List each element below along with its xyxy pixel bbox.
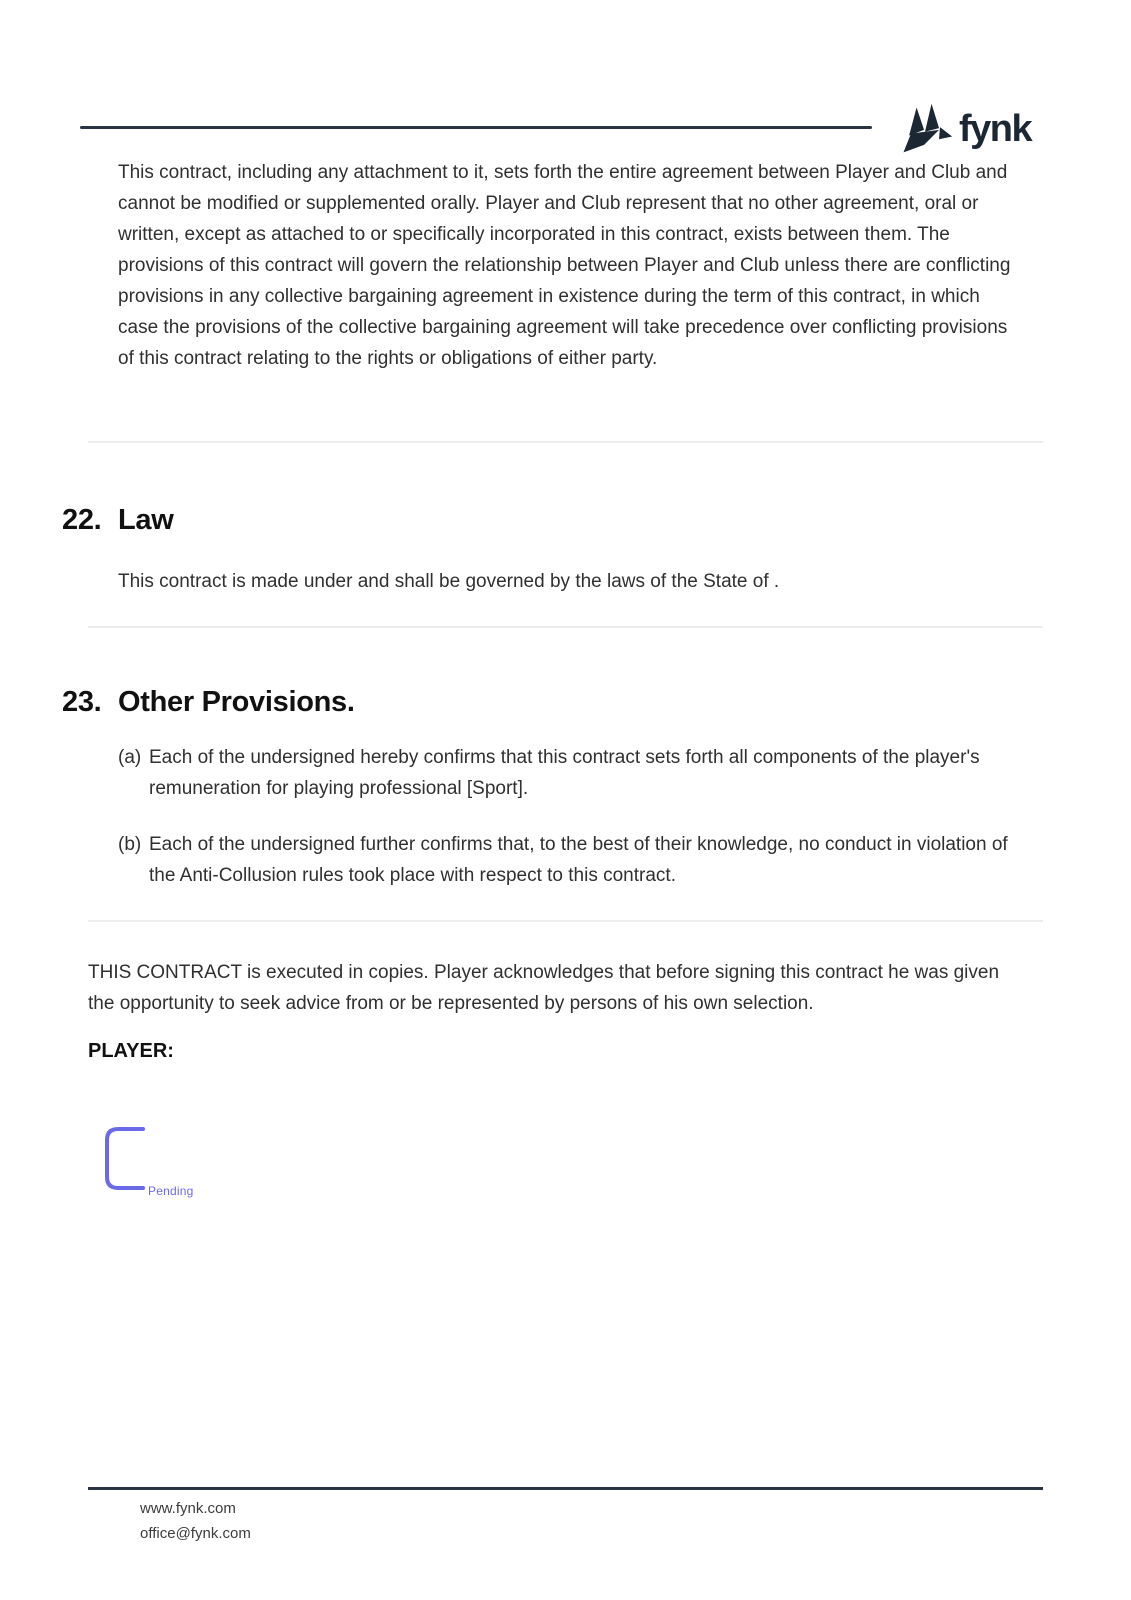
player-label: PLAYER: xyxy=(88,1040,174,1062)
section-divider xyxy=(88,920,1043,922)
provision-item-b xyxy=(118,829,1028,891)
section-22-title: Law xyxy=(118,504,174,536)
section-divider xyxy=(88,626,1043,628)
provision-item-a-label: (a) xyxy=(118,747,142,768)
fynk-logo xyxy=(896,100,1031,158)
player-signature-field[interactable] xyxy=(104,1126,294,1210)
provision-item-b-label: (b) xyxy=(118,834,142,855)
signature-status-badge: Pending xyxy=(148,1184,194,1198)
section-divider xyxy=(88,441,1043,443)
section-23-title: Other Provisions. xyxy=(118,686,355,718)
provision-item-a-text: Each of the undersigned hereby confirms that this contract sets forth all components of the player's remuneration for playing professional [Sport]. xyxy=(149,747,980,799)
section-23-number: 23. xyxy=(62,686,102,718)
footer-email: office@fynk.com xyxy=(140,1525,251,1542)
section-22-heading xyxy=(62,502,174,538)
provision-item-a xyxy=(118,742,1028,804)
footer-contact xyxy=(140,1496,251,1546)
footer-rule xyxy=(88,1487,1043,1490)
section-23-heading xyxy=(62,684,355,720)
fynk-logo-wordmark: fynk xyxy=(959,108,1032,150)
header-rule xyxy=(80,126,872,129)
fynk-logo-bird-icon xyxy=(896,100,954,158)
intro-paragraph: This contract, including any attachment to it, sets forth the entire agreement between Player and Club and cannot be modified or supplemented orally. Player and Club represent that no other agreement, oral or written, except as attached to or specifically incorporated in this contract, exists between them. The provisions of this contract will govern the relationship between Player and Club unless there are conflicting provisions in any collective bargaining agreement in existence during the term of this contract, in which case the provisions of the collective bargaining agreement will take precedence over conflicting provisions of this contract relating to the rights or obligations of either party. xyxy=(118,162,1011,369)
provision-item-b-text: Each of the undersigned further confirms that, to the best of their knowledge, no conduct in violation of the Anti-Collusion rules took place with respect to this contract. xyxy=(149,834,1008,886)
footer-website: www.fynk.com xyxy=(140,1500,236,1517)
execution-paragraph: THIS CONTRACT is executed in copies. Player acknowledges that before signing this contract he was given the opportunity to seek advice from or be represented by persons of his own selection. xyxy=(88,962,1000,1014)
signature-bracket-icon xyxy=(104,1126,294,1192)
section-22-number: 22. xyxy=(62,504,102,536)
section-22-body: This contract is made under and shall be governed by the laws of the State of . xyxy=(118,571,780,592)
